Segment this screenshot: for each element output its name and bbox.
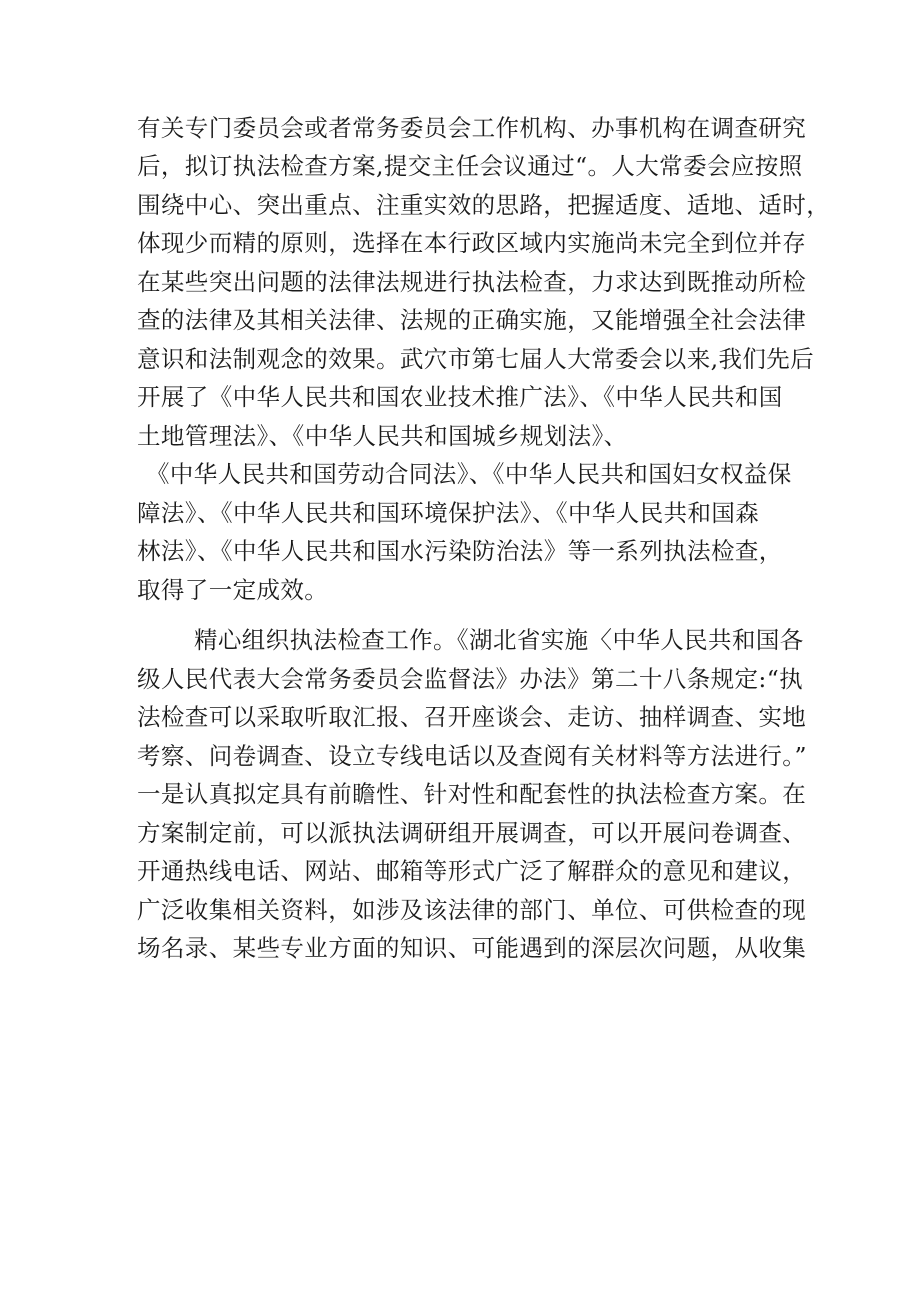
text-line: 体现少而精的原则，选择在本行政区域内实施尚未完全到位并存 bbox=[137, 229, 807, 257]
text-line: 查的法律及其相关法律、法规的正确实施，又能增强全社会法律 bbox=[137, 306, 807, 334]
text-line: 围绕中心、突出重点、注重实效的思路，把握适度、适地、适时， bbox=[137, 191, 831, 219]
text-line: 开通热线电话、网站、邮箱等形式广泛了解群众的意见和建议， bbox=[137, 857, 807, 885]
text-line: 方案制定前，可以派执法调研组开展调查，可以开展问卷调查、 bbox=[137, 819, 807, 847]
text-line: 后，拟订执法检查方案,提交主任会议通过“。人大常委会应按照 bbox=[137, 152, 803, 180]
text-line: 障法》、《中华人民共和国环境保护法》、《中华人民共和国森 bbox=[137, 499, 760, 527]
text-line: 一是认真拟定具有前瞻性、针对性和配套性的执法检查方案。在 bbox=[137, 780, 807, 808]
text-line: 意识和法制观念的效果。武穴市第七届人大常委会以来,我们先后 bbox=[137, 345, 815, 373]
text-line: 级人民代表大会常务委员会监督法》办法》第二十八条规定:“执 bbox=[137, 665, 804, 693]
text-line: 林法》、《中华人民共和国水污染防治法》等一系列执法检查， bbox=[137, 537, 783, 565]
text-line: 广泛收集相关资料，如涉及该法律的部门、单位、可供检查的现 bbox=[137, 896, 807, 924]
text-line: 取得了一定成效。 bbox=[137, 576, 329, 604]
text-line: 《中华人民共和国劳动合同法》、《中华人民共和国妇女权益保 bbox=[146, 460, 792, 488]
text-line: 场名录、某些专业方面的知识、可能遇到的深层次问题，从收集 bbox=[137, 934, 807, 962]
text-line: 法检查可以采取听取汇报、召开座谈会、走访、抽样调查、实地 bbox=[137, 703, 807, 731]
text-line: 土地管理法》、《中华人民共和国城乡规划法》、 bbox=[137, 422, 628, 450]
text-line: 有关专门委员会或者常务委员会工作机构、办事机构在调查研究 bbox=[137, 114, 807, 142]
text-line: 在某些突出问题的法律法规进行执法检查，力求达到既推动所检 bbox=[137, 268, 807, 296]
text-line: 考察、问卷调查、设立专线电话以及查阅有关材料等方法进行。” bbox=[137, 742, 807, 770]
text-line: 开展了《中华人民共和国农业技术推广法》、《中华人民共和国 bbox=[137, 383, 783, 411]
paragraph-first-line: 精心组织执法检查工作。《湖北省实施〈中华人民共和国各 bbox=[194, 626, 804, 654]
